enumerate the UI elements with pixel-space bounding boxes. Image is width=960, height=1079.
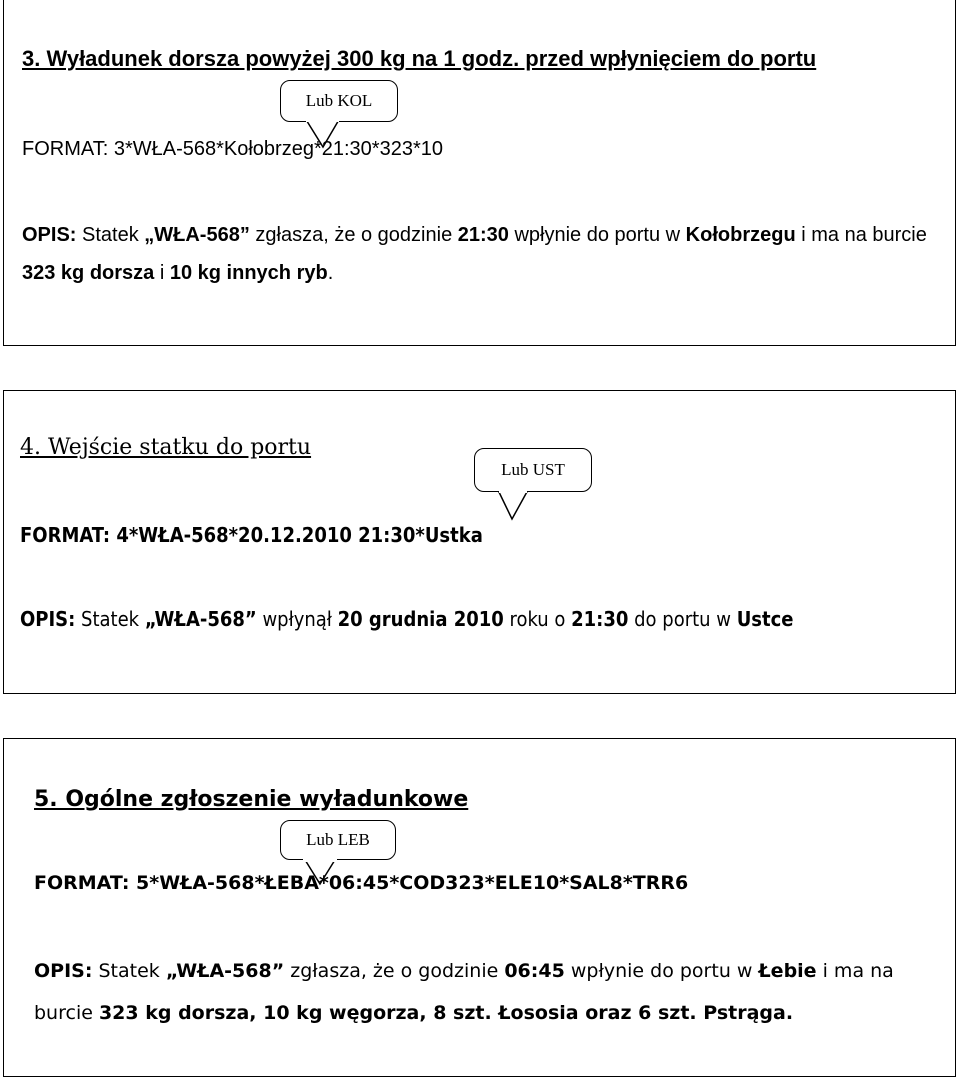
callout-leb: Lub LEB [280, 820, 396, 860]
section-5-format: FORMAT: 5*WŁA-568*ŁEBA*06:45*COD323*ELE10*SAL8*TRR6 [34, 872, 689, 894]
section-5-title: 5. Ogólne zgłoszenie wyładunkowe [34, 787, 469, 812]
section-4-description: OPIS: Statek „WŁA-568” wpłynął 20 grudnia 2010 roku o 21:30 do portu w Ustce [20, 607, 794, 631]
section-4-format: FORMAT: 4*WŁA-568*20.12.2010 21:30*Ustka [20, 523, 483, 547]
section-3-title: 3. Wyładunek dorsza powyżej 300 kg na 1 godz. przed wpłynięciem do portu [22, 46, 817, 71]
callout-ust: Lub UST [474, 448, 592, 492]
section-3-format: FORMAT: 3*WŁA-568*Kołobrzeg*21:30*323*10 [22, 138, 443, 160]
section-3-description: OPIS: Statek „WŁA-568” zgłasza, że o godzinie 21:30 wpłynie do portu w Kołobrzegu i ma na burcie 323 kg dorsza i 10 kg innych ryb. [22, 224, 927, 284]
callout-kol: Lub KOL [280, 80, 398, 122]
section-4-title: 4. Wejście statku do portu [20, 435, 312, 460]
callout-leb-joint [303, 857, 337, 862]
section-5-description: OPIS: Statek „WŁA-568” zgłasza, że o godzinie 06:45 wpłynie do portu w Łebie i ma na burcie 323 kg dorsza, 10 kg węgorza, 8 szt. Łososia oraz 6 szt. Pstrąga. [34, 960, 894, 1024]
